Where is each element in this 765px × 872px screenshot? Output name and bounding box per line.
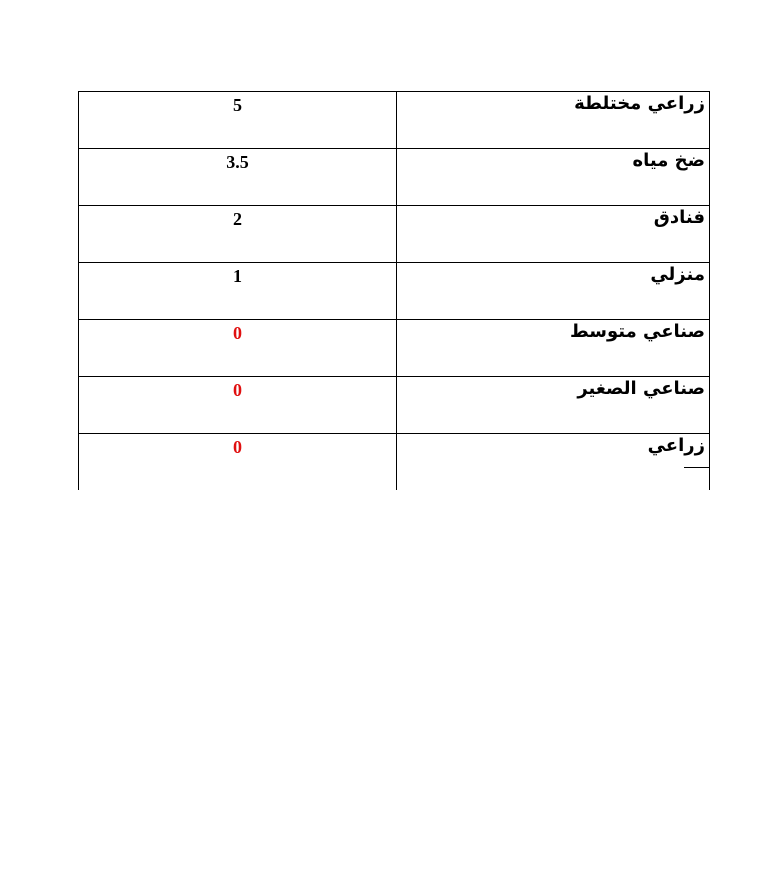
- category-value-table: [78, 91, 710, 490]
- label-cell: فنادق: [397, 206, 710, 263]
- table-row: [79, 320, 710, 377]
- value-cell: 5: [79, 92, 397, 149]
- label-cell: صناعي الصغير: [397, 377, 710, 434]
- value-cell: 3.5: [79, 149, 397, 206]
- label-cell: زراعي: [397, 434, 710, 491]
- value-cell: 1: [79, 263, 397, 320]
- label-cell: صناعي متوسط: [397, 320, 710, 377]
- table-row: [79, 434, 710, 491]
- table-row: [79, 377, 710, 434]
- label-cell: ضخ مياه: [397, 149, 710, 206]
- table-border-fragment: [684, 467, 709, 468]
- table-row: [79, 206, 710, 263]
- table-row: [79, 149, 710, 206]
- label-cell: منزلي: [397, 263, 710, 320]
- value-cell: 2: [79, 206, 397, 263]
- value-cell: 0: [79, 377, 397, 434]
- label-cell: زراعي مختلطة: [397, 92, 710, 149]
- table-row: [79, 92, 710, 149]
- value-cell: 0: [79, 320, 397, 377]
- table-row: [79, 263, 710, 320]
- value-cell: 0: [79, 434, 397, 491]
